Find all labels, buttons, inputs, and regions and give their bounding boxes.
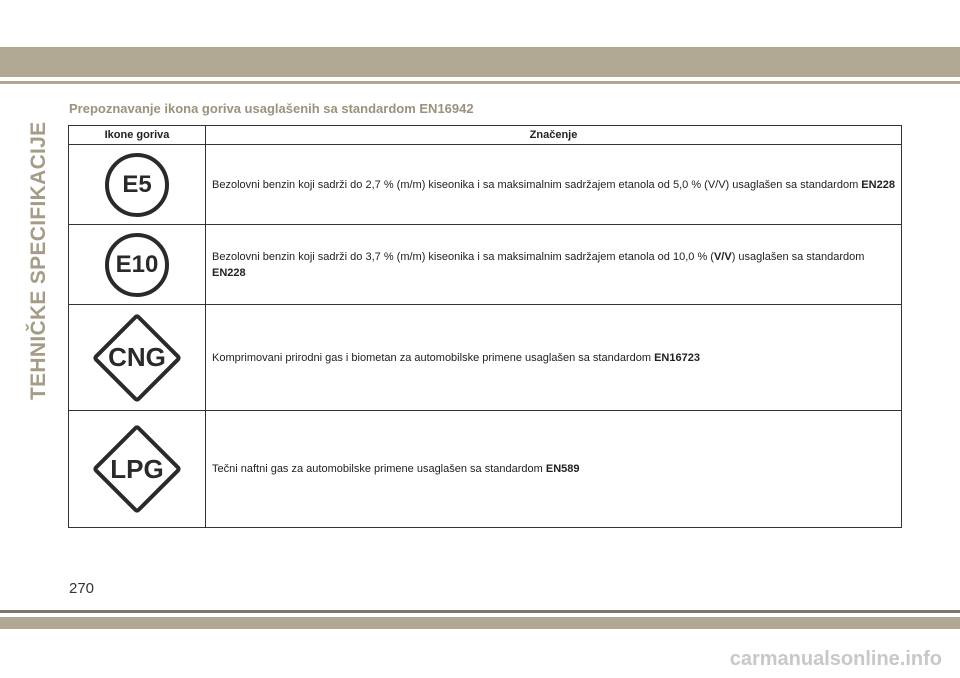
fuel-description (206, 145, 902, 225)
standard-code: EN228 (861, 178, 895, 191)
e5-icon-label: E5 (122, 170, 152, 198)
fuel-icon-cell (69, 225, 206, 305)
table-row (69, 145, 902, 225)
header-meaning: Značenje (206, 126, 902, 145)
description-text: Komprimovani prirodni gas i biometan za automobilske primene usaglašen sa standardom (212, 351, 655, 364)
fuel-description (206, 411, 902, 528)
e10-icon-label: E10 (115, 250, 159, 278)
fuel-icons-table (68, 125, 902, 528)
page-heading: Prepoznavanje ikona goriva usaglašenih sa standardom EN16942 (69, 101, 474, 116)
lpg-icon-label: LPG (110, 453, 164, 484)
description-text: Bezolovni benzin koji sadrži do 3,7 % (m/m) kiseonika i sa maksimalnim sadržajem etanola od 10,0 % ( (212, 250, 714, 263)
standard-code: EN16723 (654, 351, 700, 364)
description-text: Tečni naftni gas za automobilske primene usaglašen sa standardom (212, 463, 546, 475)
lpg-fuel-icon (88, 420, 186, 518)
fuel-icon-cell (69, 305, 206, 411)
table-row (69, 225, 902, 305)
bottom-decorative-line (0, 610, 960, 613)
standard-code: EN228 (212, 266, 246, 279)
bottom-decorative-band (0, 617, 960, 629)
section-side-title (27, 100, 51, 400)
description-text: ) usaglašen sa standardom (731, 250, 865, 263)
watermark: carmanualsonline.info (729, 648, 942, 670)
unit-bold: V/V (713, 250, 732, 263)
section-side-title-text: TEHNIČKE SPECIFIKACIJE (27, 121, 50, 400)
standard-code: EN589 (545, 463, 580, 475)
e5-fuel-icon (105, 153, 169, 217)
cng-fuel-icon (88, 309, 186, 407)
table-row (69, 411, 902, 528)
top-decorative-line (0, 81, 960, 84)
table-header-row (69, 126, 902, 145)
fuel-description (206, 225, 902, 305)
fuel-description (206, 305, 902, 411)
cng-icon-label: CNG (108, 342, 166, 372)
description-text: Bezolovni benzin koji sadrži do 2,7 % (m/m) kiseonika i sa maksimalnim sadržajem etanola od 5,0 % (V/V) usaglašen sa standardom (212, 178, 862, 191)
header-fuel-icons: Ikone goriva (69, 126, 206, 145)
table-row (69, 305, 902, 411)
fuel-icon-cell (69, 411, 206, 528)
page-number: 270 (69, 580, 95, 597)
e10-fuel-icon (105, 233, 169, 297)
fuel-icon-cell (69, 145, 206, 225)
top-decorative-band (0, 47, 960, 77)
